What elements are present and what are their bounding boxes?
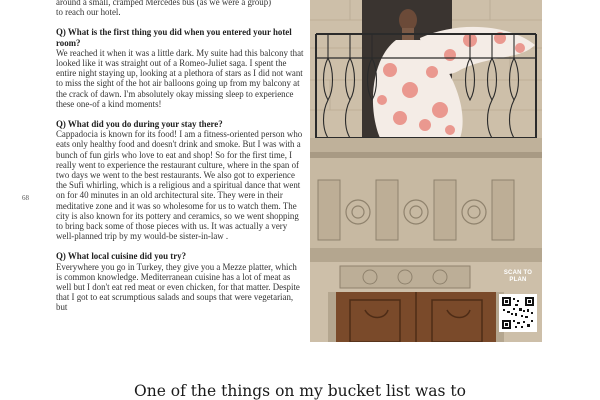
- intro-line-1: around a small, cramped Mercedes bus (as we were a group): [56, 0, 272, 7]
- page-number: 68: [22, 194, 29, 202]
- pull-quote: One of the things on my bucket list was to: [134, 382, 466, 400]
- answer-paragraph: Cappadocia is known for its food! I am a fitness-oriented person who eats only healthy food and doesn't drink and smoke. But I was with a bunch of fun girls who love to eat and shop! So for the first time, I really went to experience the restaurant culture, where in the span of two days we went to the best restaurants. We also got to experience the Sufi whirling, which is a religious and a spiritual dance that went on for 40 minutes in an old architectural site. They were in their meditative zone and it was so wholesome for us to watch them. The city is also known for its pottery and ceramics, so we went shopping to bring back some of those pieces with us. It was actually a very well-planned trip by my would-be sister-in-law .: [56, 129, 303, 242]
- scan-to-plan-qr[interactable]: [495, 270, 541, 340]
- article-text-column: [56, 0, 304, 344]
- qr-code-icon[interactable]: [499, 294, 537, 332]
- question-heading: Q) What did you do during your stay there?: [56, 119, 223, 130]
- answer-paragraph: Everywhere you go in Turkey, they give you a Mezze platter, which is common knowledge. Mediterranean cuisine has a lot of meat as well but I don't eat red meat or even chicken, for that matter. Despite that I got to eat scrumptious salads and soups that were vegetarian, but: [56, 261, 300, 313]
- question-heading: Q) What local cuisine did you try?: [56, 251, 187, 262]
- answer-paragraph: We reached it when it was a little dark. My suite had this balcony that looked like it was straight out of a Romeo-Juliet saga. I spent the entire night staying up, looking at a plethora of stars as I did not want to miss the sight of the hot air balloons going up from my balcony at the crack of dawn. I'm absolutely okay missing sleep to experience these one-of a kind moments!: [56, 47, 304, 109]
- question-heading: Q) What is the first thing you did when you entered your hotel room?: [56, 27, 292, 48]
- intro-line-2: to reach our hotel.: [56, 7, 121, 18]
- scan-to-plan-label: SCAN TO PLAN: [503, 270, 533, 283]
